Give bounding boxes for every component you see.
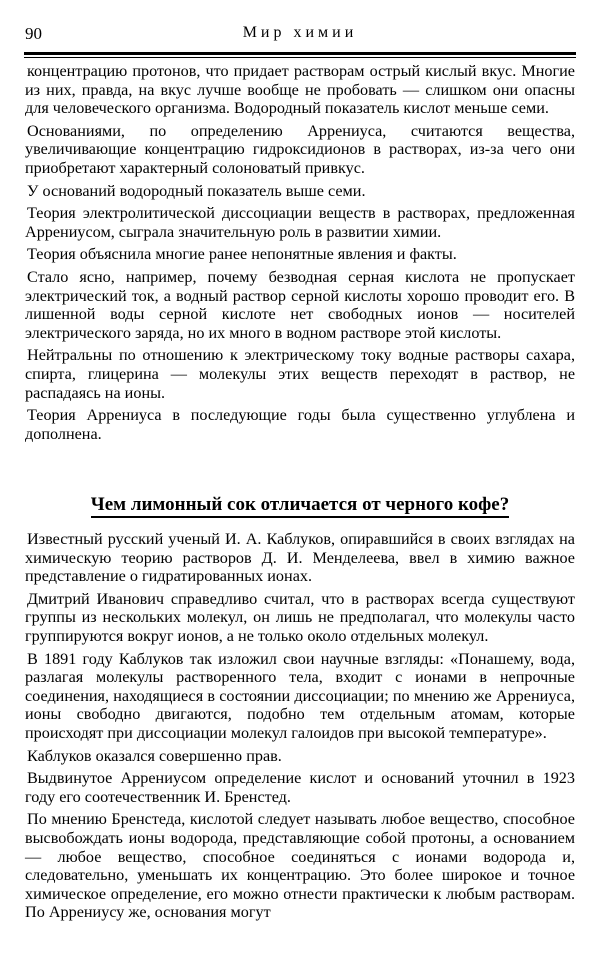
paragraph: Стало ясно, например, почему безводная серная кислота не пропускает электрический ток, а водный раствор серной кислоты хорошо проводит его. В лишенной воды серной кислоте нет свободных ионов — носителей электрического заряда, но их много в водном растворе этой кислоты.	[25, 267, 575, 342]
paragraph: Каблуков оказался совершенно прав.	[27, 746, 282, 765]
text-block-2	[25, 530, 575, 926]
paragraph: Известный русский ученый И. А. Каблуков, опиравшийся в своих взглядах на химическую теорию растворов Д. И. Менделеева, ввел в химию важное представление о гидратированных ионах.	[25, 530, 575, 586]
paragraph: Основаниями, по определению Аррениуса, считаются вещества, увеличивающие концентрацию гидроксидионов в растворах, из-за чего они приобретают характерный солоноватый привкус.	[25, 121, 575, 177]
paragraph: По мнению Бренстеда, кислотой следует называть любое вещество, способное высвобождать ионы водорода, представляющие собой протоны, а основанием — любое вещество, способное соединяться с ионами водорода и, следовательно, уменьшать их концентрацию. Это более широкое и точное химическое определение, его можно отнести практически к любым растворам. По Аррениусу же, основания могут	[25, 810, 575, 922]
paragraph: Теория электролитической диссоциации веществ в растворах, предложенная Аррениусом, сыграла значительную роль в развитии химии.	[25, 204, 575, 241]
paragraph: Дмитрий Иванович справедливо считал, что в растворах всегда существуют группы из нескольких молекул, он лишь не предполагал, что молекулы часто группируются вокруг ионов, а не только около отдельных молекул.	[25, 589, 575, 645]
paragraph: концентрацию протонов, что придает растворам острый кислый вкус. Многие из них, правда, на вкус лучше вообще не пробовать — слишком они опасны для человеческого организма. Водородный показатель кислот меньше семи.	[25, 62, 575, 118]
paragraph: Выдвинутое Аррениусом определение кислот и оснований уточнил в 1923 году его соотечественник И. Бренстед.	[25, 769, 575, 806]
section-heading	[25, 494, 575, 516]
paragraph: У оснований водородный показатель выше семи.	[27, 181, 366, 200]
text-block-1	[25, 62, 575, 447]
page-number: 90	[25, 24, 42, 43]
section-heading-text: Чем лимонный сок отличается от черного кофе?	[91, 494, 510, 518]
page-header	[24, 22, 576, 46]
paragraph: В 1891 году Каблуков так изложил свои научные взгляды: «Понашему, вода, разлагая молекулы растворенного тела, входит с ионами в непрочные соединения, находящиеся в состоянии диссоциации; по мнению же Аррениуса, ионы свободно двигаются, подобно тем отдельным атомам, которые происходят при диссоциации молекул галоидов при высокой температуре».	[25, 649, 575, 742]
running-title: Мир химии	[242, 24, 358, 41]
header-rule-thin	[24, 57, 576, 58]
paragraph: Теория Аррениуса в последующие годы была существенно углублена и дополнена.	[25, 406, 575, 443]
header-rule	[24, 52, 576, 55]
paragraph: Нейтральны по отношению к электрическому току водные растворы сахара, спирта, глицерина — молекулы этих веществ переходят в раствор, не распадаясь на ионы.	[25, 346, 575, 402]
paragraph: Теория объяснила многие ранее непонятные явления и факты.	[27, 245, 457, 264]
